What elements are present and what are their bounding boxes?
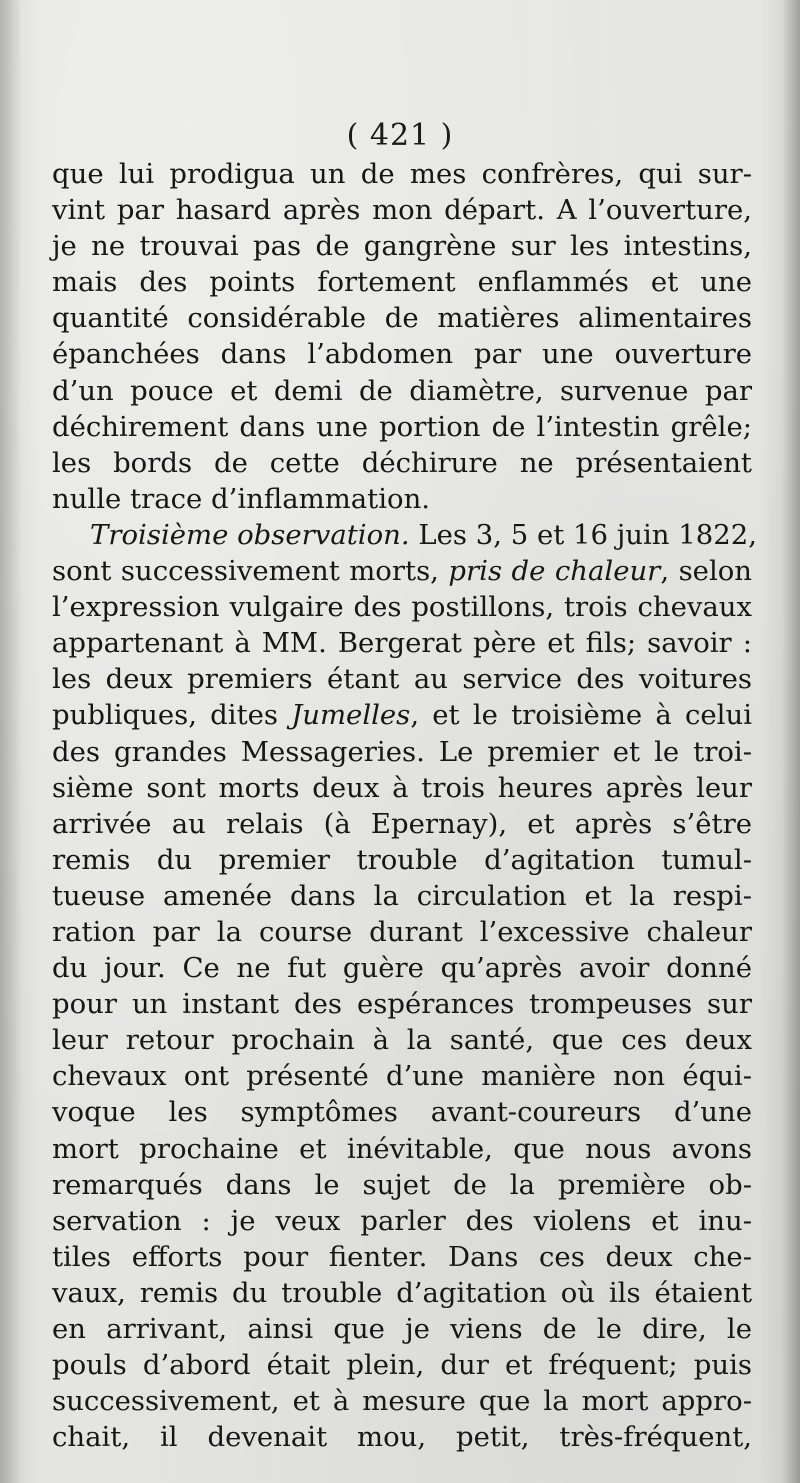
text-line: successivement, et à mesure que la mort appro- — [52, 1385, 752, 1418]
text-line: en arrivant, ainsi que je viens de le dire, le — [52, 1313, 752, 1345]
text-line: les bords de cette déchirure ne présentaient — [52, 446, 752, 479]
text-line: leur retour prochain à la santé, que ces deux — [52, 1024, 752, 1057]
italic-phrase: pris de chaleur — [448, 555, 661, 588]
text-line: quantité considérable de matières alimentaires — [52, 302, 752, 335]
text-line: épanchées dans l’abdomen par une ouverture — [52, 338, 752, 371]
text-line: vaux, remis du trouble d’agitation où ils étaient — [52, 1276, 752, 1309]
page-left-edge-shadow — [0, 0, 22, 1483]
text-line: voque les symptômes avant-coureurs d’une — [52, 1096, 752, 1129]
text-line: servation : je veux parler des violens et inu- — [52, 1204, 752, 1237]
text-line: du jour. Ce ne fut guère qu’après avoir donné — [52, 952, 752, 985]
text-run: , et le troisième à celui — [410, 699, 752, 732]
text-line — [52, 553, 752, 589]
text-run: Les 3, 5 et 16 juin 1822, — [409, 518, 757, 551]
text-line: appartenant à MM. Bergerat père et fils; savoir : — [52, 627, 752, 660]
text-line: sième sont morts deux à trois heures après leur — [52, 771, 752, 804]
body-text — [52, 156, 757, 1455]
text-line: je ne trouvai pas de gangrène sur les intestins, — [52, 230, 752, 263]
text-line: pour un instant des espérances trompeuses sur — [52, 988, 752, 1021]
text-run: sont successivement morts, — [52, 555, 449, 588]
text-line: que lui prodigua un de mes confrères, qui sur- — [52, 158, 752, 190]
text-line: remis du premier trouble d’agitation tumul- — [52, 843, 752, 876]
text-line: ration par la course durant l’excessive chaleur — [52, 915, 752, 948]
page-number: ( 421 ) — [346, 118, 454, 153]
text-line: d’un pouce et demi de diamètre, survenue par — [52, 374, 752, 407]
text-line: des grandes Messageries. Le premier et le troi- — [52, 735, 752, 768]
section-heading-italic: Troisième observation. — [90, 518, 410, 551]
paragraph-1 — [52, 156, 752, 517]
text-line: remarqués dans le sujet de la première ob- — [52, 1168, 752, 1201]
text-line — [52, 697, 752, 733]
text-line: nulle trace d’inflammation. — [52, 482, 431, 515]
text-line: l’expression vulgaire des postillons, trois chevaux — [52, 591, 752, 624]
text-line: chait, il devenait mou, petit, très-fréquent, — [52, 1421, 752, 1454]
page-right-edge-shadow — [782, 0, 800, 1483]
text-line: chevaux ont présenté d’une manière non équi- — [52, 1060, 752, 1093]
text-line: mort prochaine et inévitable, que nous avons — [52, 1132, 752, 1165]
paragraph-2 — [52, 517, 757, 1455]
text-line: tueuse amenée dans la circulation et la respi- — [52, 879, 752, 912]
text-line: mais des points fortement enflammés et une — [52, 266, 752, 299]
text-line: les deux premiers étant au service des voitures — [52, 663, 752, 696]
text-line — [52, 517, 757, 553]
text-line: déchirement dans une portion de l’intestin grêle; — [52, 410, 752, 443]
text-run: publiques, dites — [52, 699, 292, 732]
text-line: pouls d’abord était plein, dur et fréquent; puis — [52, 1349, 752, 1382]
text-line: vint par hasard après mon départ. A l’ouverture, — [52, 194, 752, 227]
text-line: tiles efforts pour fienter. Dans ces deux che- — [52, 1240, 752, 1273]
italic-phrase: Jumelles — [291, 699, 411, 732]
text-line: arrivée au relais (à Epernay), et après s’être — [52, 807, 752, 840]
text-run: , selon — [660, 555, 753, 588]
